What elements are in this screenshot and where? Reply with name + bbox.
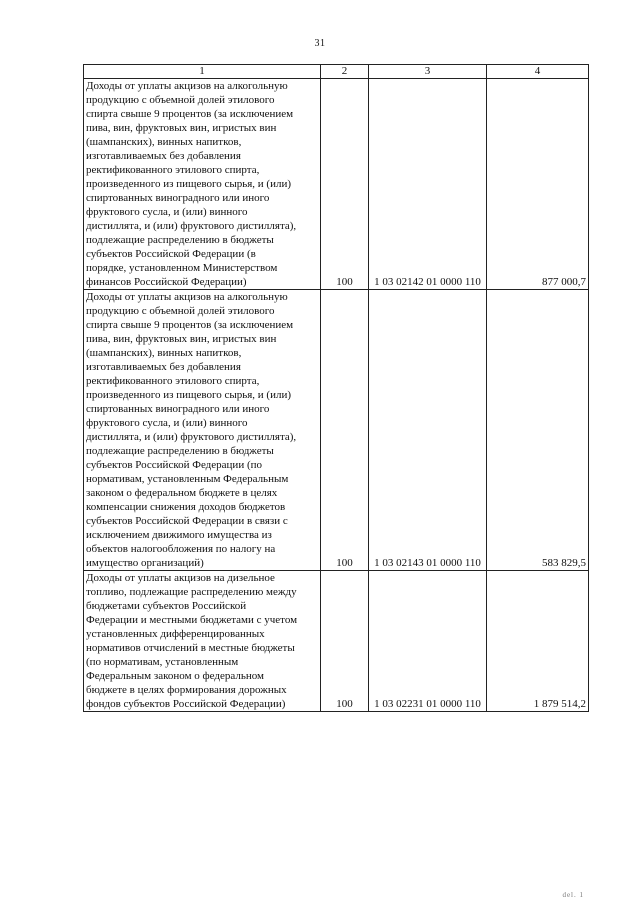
budget-classification-code: 1 03 02231 01 0000 110 bbox=[369, 571, 487, 712]
revenue-description-text: Доходы от уплаты акцизов на алкогольную продукцию с объемной долей этилового спирта свыше 9 процентов (за исключением пива, вин, фруктовых вин, игристых вин (шампанских), винных напитков, изготавливаемых без добавления ректификованного этилового спирта, произведенного из пищевого сырья, и (или) спиртованных виноградного или иного фруктового сусла, и (или) винного дистиллята, и (или) фруктового дистиллята), подлежащие распределению в бюджеты субъектов Российской Федерации (по нормативам, установленным Федеральным законом о федеральном бюджете в целях компенсации снижения доходов бюджетов субъектов Российской Федерации в связи с исключением движимого имущества из объектов налогообложения по налогу на имущество организаций) bbox=[86, 291, 297, 569]
amount: 583 829,5 bbox=[487, 290, 589, 571]
revenue-description-text: Доходы от уплаты акцизов на алкогольную продукцию с объемной долей этилового спирта свыше 9 процентов (за исключением пива, вин, фруктовых вин, игристых вин (шампанских), винных напитков, изготавливаемых без добавления ректификованного этилового спирта, произведенного из пищевого сырья, и (или) спиртованных виноградного или иного фруктового сусла, и (или) винного дистиллята, и (или) фруктового дистиллята), подлежащие распределению в бюджеты субъектов Российской Федерации (в порядке, установленном Министерством финансов Российской Федерации) bbox=[86, 80, 297, 288]
header-row bbox=[84, 65, 589, 79]
admin-code: 100 bbox=[321, 290, 369, 571]
column-header-3: 3 bbox=[369, 65, 487, 79]
table-row bbox=[84, 290, 589, 571]
column-header-1: 1 bbox=[84, 65, 321, 79]
amount: 1 879 514,2 bbox=[487, 571, 589, 712]
footer-mark: del. 1 bbox=[562, 891, 584, 899]
column-header-4: 4 bbox=[487, 65, 589, 79]
revenue-description-text: Доходы от уплаты акцизов на дизельное топливо, подлежащие распределению между бюджетами субъектов Российской Федерации и местными бюджетами с учетом установленных дифференцированных нормативов отчислений в местные бюджеты (по нормативам, установленным Федеральным законом о федеральном бюджете в целях формирования дорожных фондов субъектов Российской Федерации) bbox=[86, 572, 298, 710]
admin-code: 100 bbox=[321, 79, 369, 290]
amount: 877 000,7 bbox=[487, 79, 589, 290]
column-header-2: 2 bbox=[321, 65, 369, 79]
revenue-description bbox=[84, 290, 321, 571]
revenue-table bbox=[83, 64, 589, 712]
budget-classification-code: 1 03 02143 01 0000 110 bbox=[369, 290, 487, 571]
revenue-description bbox=[84, 571, 321, 712]
revenue-description bbox=[84, 79, 321, 290]
budget-classification-code: 1 03 02142 01 0000 110 bbox=[369, 79, 487, 290]
table-row bbox=[84, 79, 589, 290]
admin-code: 100 bbox=[321, 571, 369, 712]
page-number: 31 bbox=[314, 38, 326, 49]
table-row bbox=[84, 571, 589, 712]
